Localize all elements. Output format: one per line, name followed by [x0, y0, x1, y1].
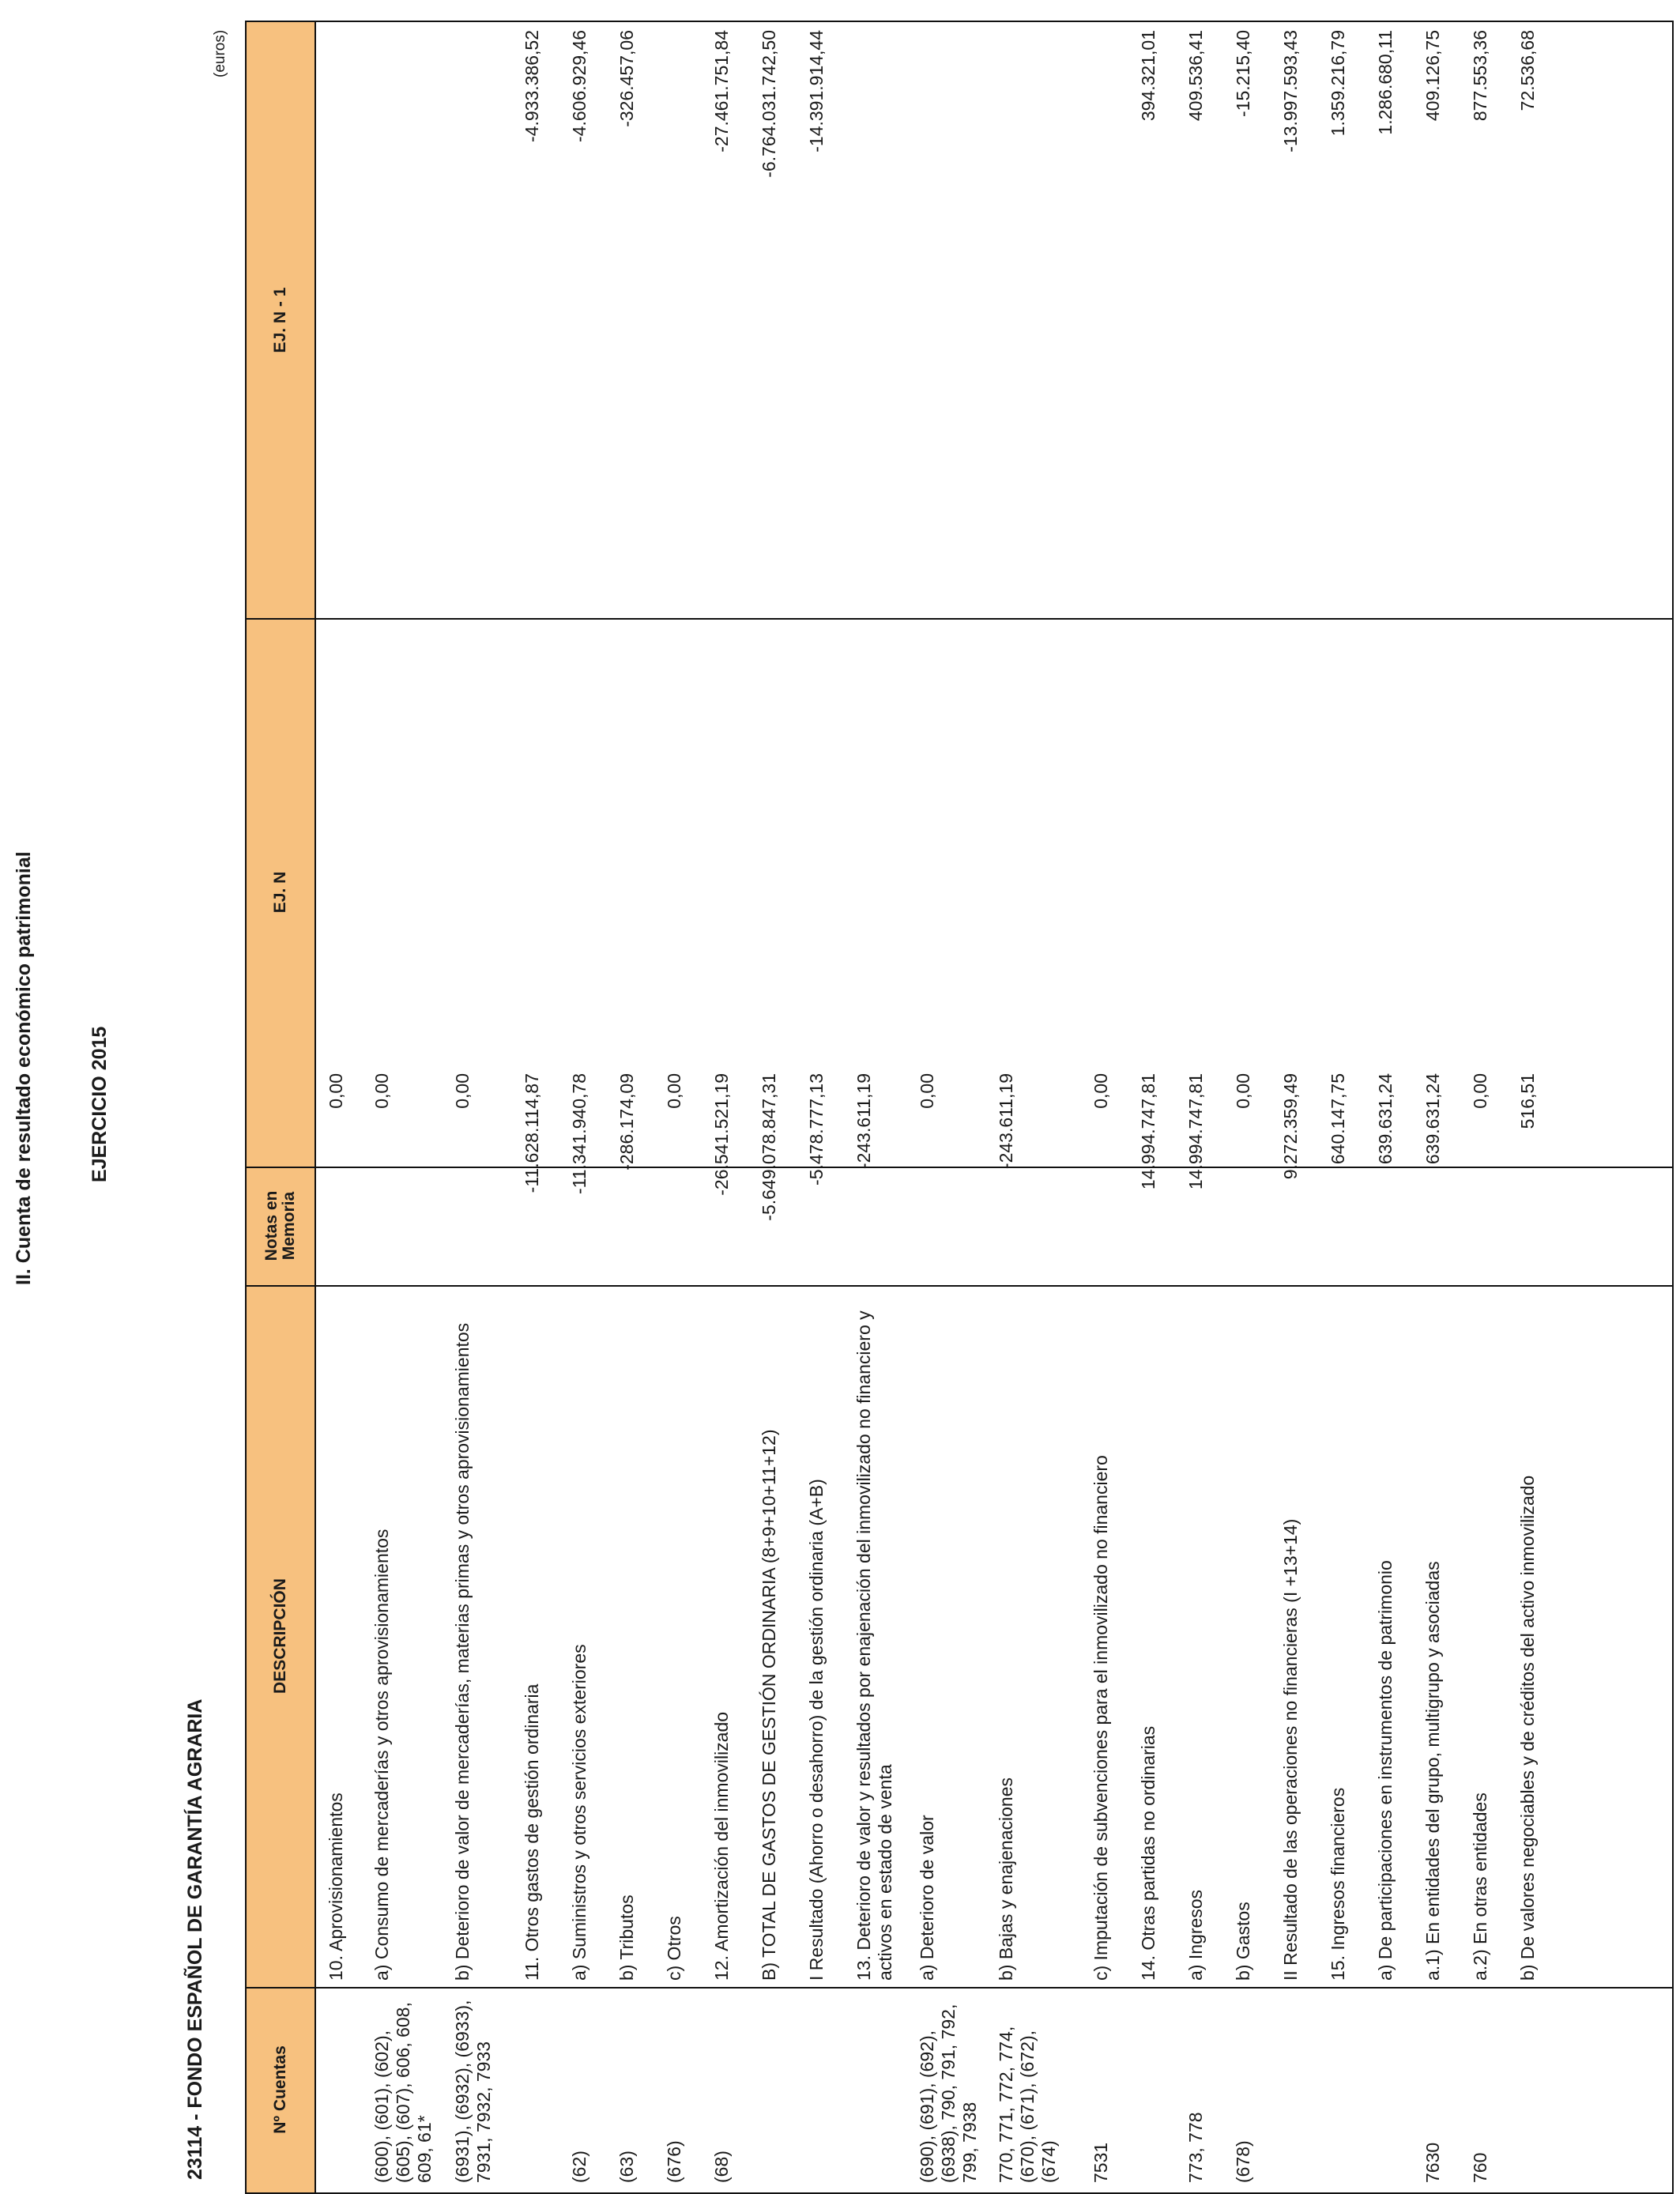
- row-descripcion: 10. Aprovisionamientos: [326, 1793, 346, 1981]
- row-ej-n-1: 1.286.680,11: [1375, 30, 1396, 135]
- row-descripcion: 14. Otras partidas no ordinarias: [1138, 1725, 1158, 1981]
- results-table: [245, 21, 1674, 2194]
- row-descripcion: a) Ingresos: [1185, 1889, 1206, 1981]
- row-descripcion: II Resultado de las operaciones no financieras (I +13+14): [1280, 1518, 1301, 1981]
- row-ej-n: 639.631,24: [1375, 1073, 1396, 1165]
- row-ej-n: 9.272.359,49: [1280, 1073, 1301, 1180]
- row-descripcion: a) De participaciones en instrumentos de patrimonio: [1375, 1560, 1396, 1981]
- row-descripcion: a) Deterioro de valor: [917, 1815, 937, 1981]
- row-ej-n: 639.631,24: [1422, 1073, 1443, 1165]
- row-cuentas: 760: [1470, 2152, 1490, 2183]
- row-cuentas: (690), (691), (692), (6938), 790, 791, 792, 799, 7938: [917, 2004, 980, 2183]
- row-descripcion: a) Consumo de mercaderías y otros aprovisionamientos: [371, 1529, 392, 1981]
- column-divider: [247, 1987, 1672, 1989]
- column-divider: [247, 618, 1672, 620]
- row-ej-n-1: -326.457,06: [616, 30, 637, 127]
- row-ej-n: 0,00: [1233, 1073, 1253, 1109]
- row-cuentas: 773, 778: [1185, 2112, 1206, 2183]
- row-cuentas: (676): [664, 2140, 684, 2183]
- row-cuentas: 7630: [1422, 2142, 1443, 2183]
- header-cuentas: Nº Cuentas: [247, 1987, 316, 2192]
- row-cuentas: (6931), (6932), (6933), 7931, 7932, 7933: [452, 2000, 494, 2183]
- row-descripcion: b) Bajas y enajenaciones: [996, 1777, 1016, 1981]
- row-ej-n: -286.174,09: [616, 1073, 637, 1171]
- row-descripcion: 11. Otros gastos de gestión ordinaria: [522, 1683, 542, 1981]
- header-ej-n: EJ. N: [247, 618, 316, 1167]
- row-descripcion: 13. Deterioro de valor y resultados por enajenación del inmovilizado no financiero y activos en estado de venta: [853, 1310, 895, 1981]
- row-ej-n-1: -4.606.929,46: [569, 30, 590, 142]
- row-cuentas: (600), (601), (602), (605), (607), 606, 608, 609, 61*: [371, 2002, 435, 2183]
- row-ej-n: -11.341.940,78: [569, 1073, 590, 1195]
- row-cuentas: 7531: [1090, 2142, 1111, 2183]
- row-ej-n: -11.628.114,87: [522, 1073, 542, 1193]
- row-descripcion: a.2) En otras entidades: [1470, 1793, 1490, 1981]
- row-ej-n: 0,00: [1470, 1073, 1490, 1109]
- row-ej-n: 0,00: [664, 1073, 684, 1109]
- entity-name: 23114 - FONDO ESPAÑOL DE GARANTÍA AGRARIA: [184, 1698, 206, 2180]
- row-ej-n: -243.611,19: [853, 1073, 874, 1170]
- row-descripcion: B) TOTAL DE GASTOS DE GESTIÓN ORDINARIA (8+9+10+11+12): [759, 1429, 779, 1981]
- row-ej-n: -243.611,19: [996, 1073, 1016, 1170]
- row-ej-n: -5.478.777,13: [806, 1073, 827, 1186]
- report-title: II. Cuenta de resultado económico patrimonial: [13, 851, 35, 1285]
- row-descripcion: 15. Ingresos financieros: [1328, 1787, 1348, 1981]
- row-descripcion: b) De valores negociables y de créditos del activo inmovilizado: [1517, 1475, 1538, 1981]
- row-descripcion: a.1) En entidades del grupo, multigrupo y asociadas: [1422, 1561, 1443, 1981]
- row-ej-n: 14.994.747,81: [1185, 1073, 1206, 1190]
- row-ej-n: 640.147,75: [1328, 1073, 1348, 1165]
- row-ej-n: -5.649.078.847,31: [759, 1073, 779, 1221]
- row-ej-n: -26.541.521,19: [711, 1073, 732, 1196]
- row-ej-n-1: 1.359.216,79: [1328, 30, 1348, 137]
- row-cuentas: (63): [616, 2151, 637, 2183]
- row-descripcion: c) Imputación de subvenciones para el inmovilizado no financiero: [1090, 1455, 1111, 1981]
- currency-unit: (euros): [212, 29, 228, 77]
- row-ej-n-1: 409.536,41: [1185, 30, 1206, 122]
- row-descripcion: 12. Amortización del inmovilizado: [711, 1711, 732, 1981]
- row-ej-n-1: -15.215,40: [1233, 30, 1253, 117]
- row-descripcion: b) Gastos: [1233, 1902, 1253, 1981]
- row-descripcion: b) Tributos: [616, 1894, 637, 1981]
- row-cuentas: (62): [569, 2151, 590, 2183]
- row-ej-n-1: 409.126,75: [1422, 30, 1443, 122]
- row-ej-n-1: 877.553,36: [1470, 30, 1490, 122]
- row-cuentas: 770, 771, 772, 774, (670), (671), (672), (674): [996, 2026, 1059, 2183]
- column-divider: [247, 1167, 1672, 1168]
- row-ej-n-1: 72.536,68: [1517, 30, 1538, 111]
- header-ej-n-1: EJ. N - 1: [247, 22, 316, 618]
- row-ej-n: 0,00: [917, 1073, 937, 1109]
- row-ej-n: 0,00: [326, 1073, 346, 1109]
- row-ej-n-1: 394.321,01: [1138, 30, 1158, 122]
- row-descripcion: b) Deterioro de valor de mercaderías, materias primas y otros aprovisionamientos: [452, 1322, 473, 1981]
- row-ej-n-1: -14.391.914,44: [806, 30, 827, 153]
- header-descripcion: DESCRIPCIÓN: [247, 1285, 316, 1987]
- row-ej-n-1: -27.461.751,84: [711, 30, 732, 153]
- row-ej-n: 0,00: [1090, 1073, 1111, 1109]
- row-ej-n: 0,00: [452, 1073, 473, 1109]
- row-ej-n: 0,00: [371, 1073, 392, 1109]
- row-ej-n-1: -4.933.386,52: [522, 30, 542, 142]
- header-notas: Notas en Memoria: [247, 1167, 316, 1285]
- row-descripcion: a) Suministros y otros servicios exteriores: [569, 1644, 590, 1981]
- column-divider: [247, 1285, 1672, 1287]
- row-ej-n-1: -6.764.031.742,50: [759, 30, 779, 178]
- row-ej-n: 14.994.747,81: [1138, 1073, 1158, 1190]
- row-descripcion: I Resultado (Ahorro o desahorro) de la gestión ordinaria (A+B): [806, 1479, 827, 1981]
- fiscal-year: EJERCICIO 2015: [89, 1026, 111, 1182]
- row-cuentas: (68): [711, 2151, 732, 2183]
- row-ej-n: 516,51: [1517, 1073, 1538, 1129]
- row-ej-n-1: -13.997.593,43: [1280, 30, 1301, 153]
- row-descripcion: c) Otros: [664, 1916, 684, 1981]
- row-cuentas: (678): [1233, 2140, 1253, 2183]
